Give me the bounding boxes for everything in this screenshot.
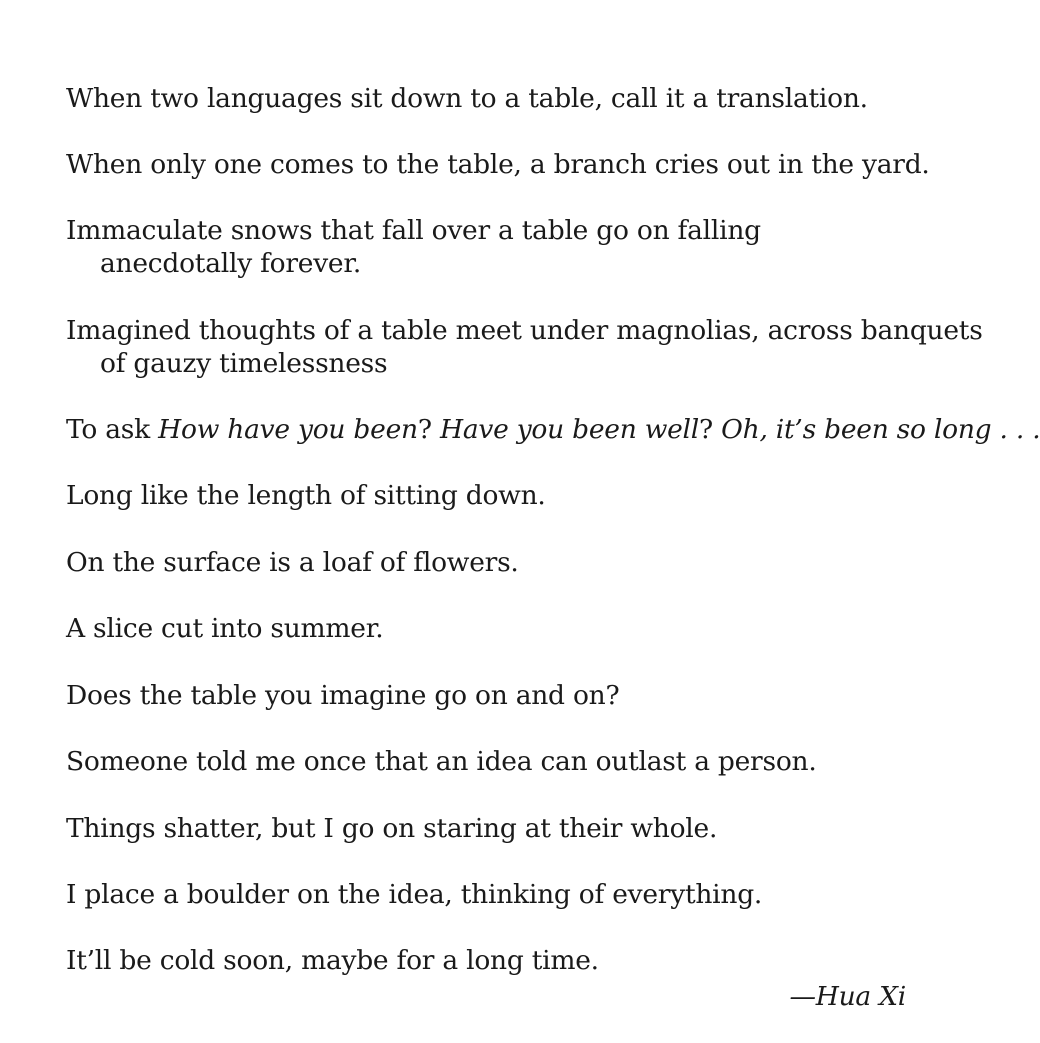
poem-line-13: It’ll be cold soon, maybe for a long time. xyxy=(66,945,599,976)
poem-line-5 xyxy=(66,413,1040,446)
author-signature: —Hua Xi xyxy=(789,981,906,1012)
poem-line-4-main: Imagined thoughts of a table meet under magnolias, across banquets xyxy=(66,315,983,346)
poem-line-7: On the surface is a loaf of flowers. xyxy=(66,547,519,578)
poem-line-5-italic-2: Have you been well xyxy=(439,414,700,445)
poem-line-5-prefix: To ask xyxy=(66,414,159,445)
poem-line-5-italic-1: How have you been xyxy=(158,414,418,445)
poem-line-5-roman-1: ? xyxy=(417,414,440,445)
poem-line-3-main: Immaculate snows that fall over a table go on falling xyxy=(66,215,761,246)
poem-line-6: Long like the length of sitting down. xyxy=(66,480,546,511)
poem-line-5-roman-2: ? xyxy=(699,414,722,445)
poem-line-2: When only one comes to the table, a branch cries out in the yard. xyxy=(66,149,930,180)
poem-line-1: When two languages sit down to a table, call it a translation. xyxy=(66,83,868,114)
poem-line-10: Someone told me once that an idea can outlast a person. xyxy=(66,746,817,777)
poem-line-3-continuation: anecdotally forever. xyxy=(100,248,362,279)
poem-line-9: Does the table you imagine go on and on? xyxy=(66,680,620,711)
poem-line-5-italic-3: Oh, it’s been so long . . . xyxy=(721,414,1040,445)
poem-line-11: Things shatter, but I go on staring at their whole. xyxy=(66,813,718,844)
poem-line-4-continuation: of gauzy timelessness xyxy=(100,348,388,379)
poem-line-3 xyxy=(66,214,761,280)
poem-line-12: I place a boulder on the idea, thinking of everything. xyxy=(66,879,763,910)
poem-line-4 xyxy=(66,314,983,380)
poem-line-8: A slice cut into summer. xyxy=(66,613,384,644)
